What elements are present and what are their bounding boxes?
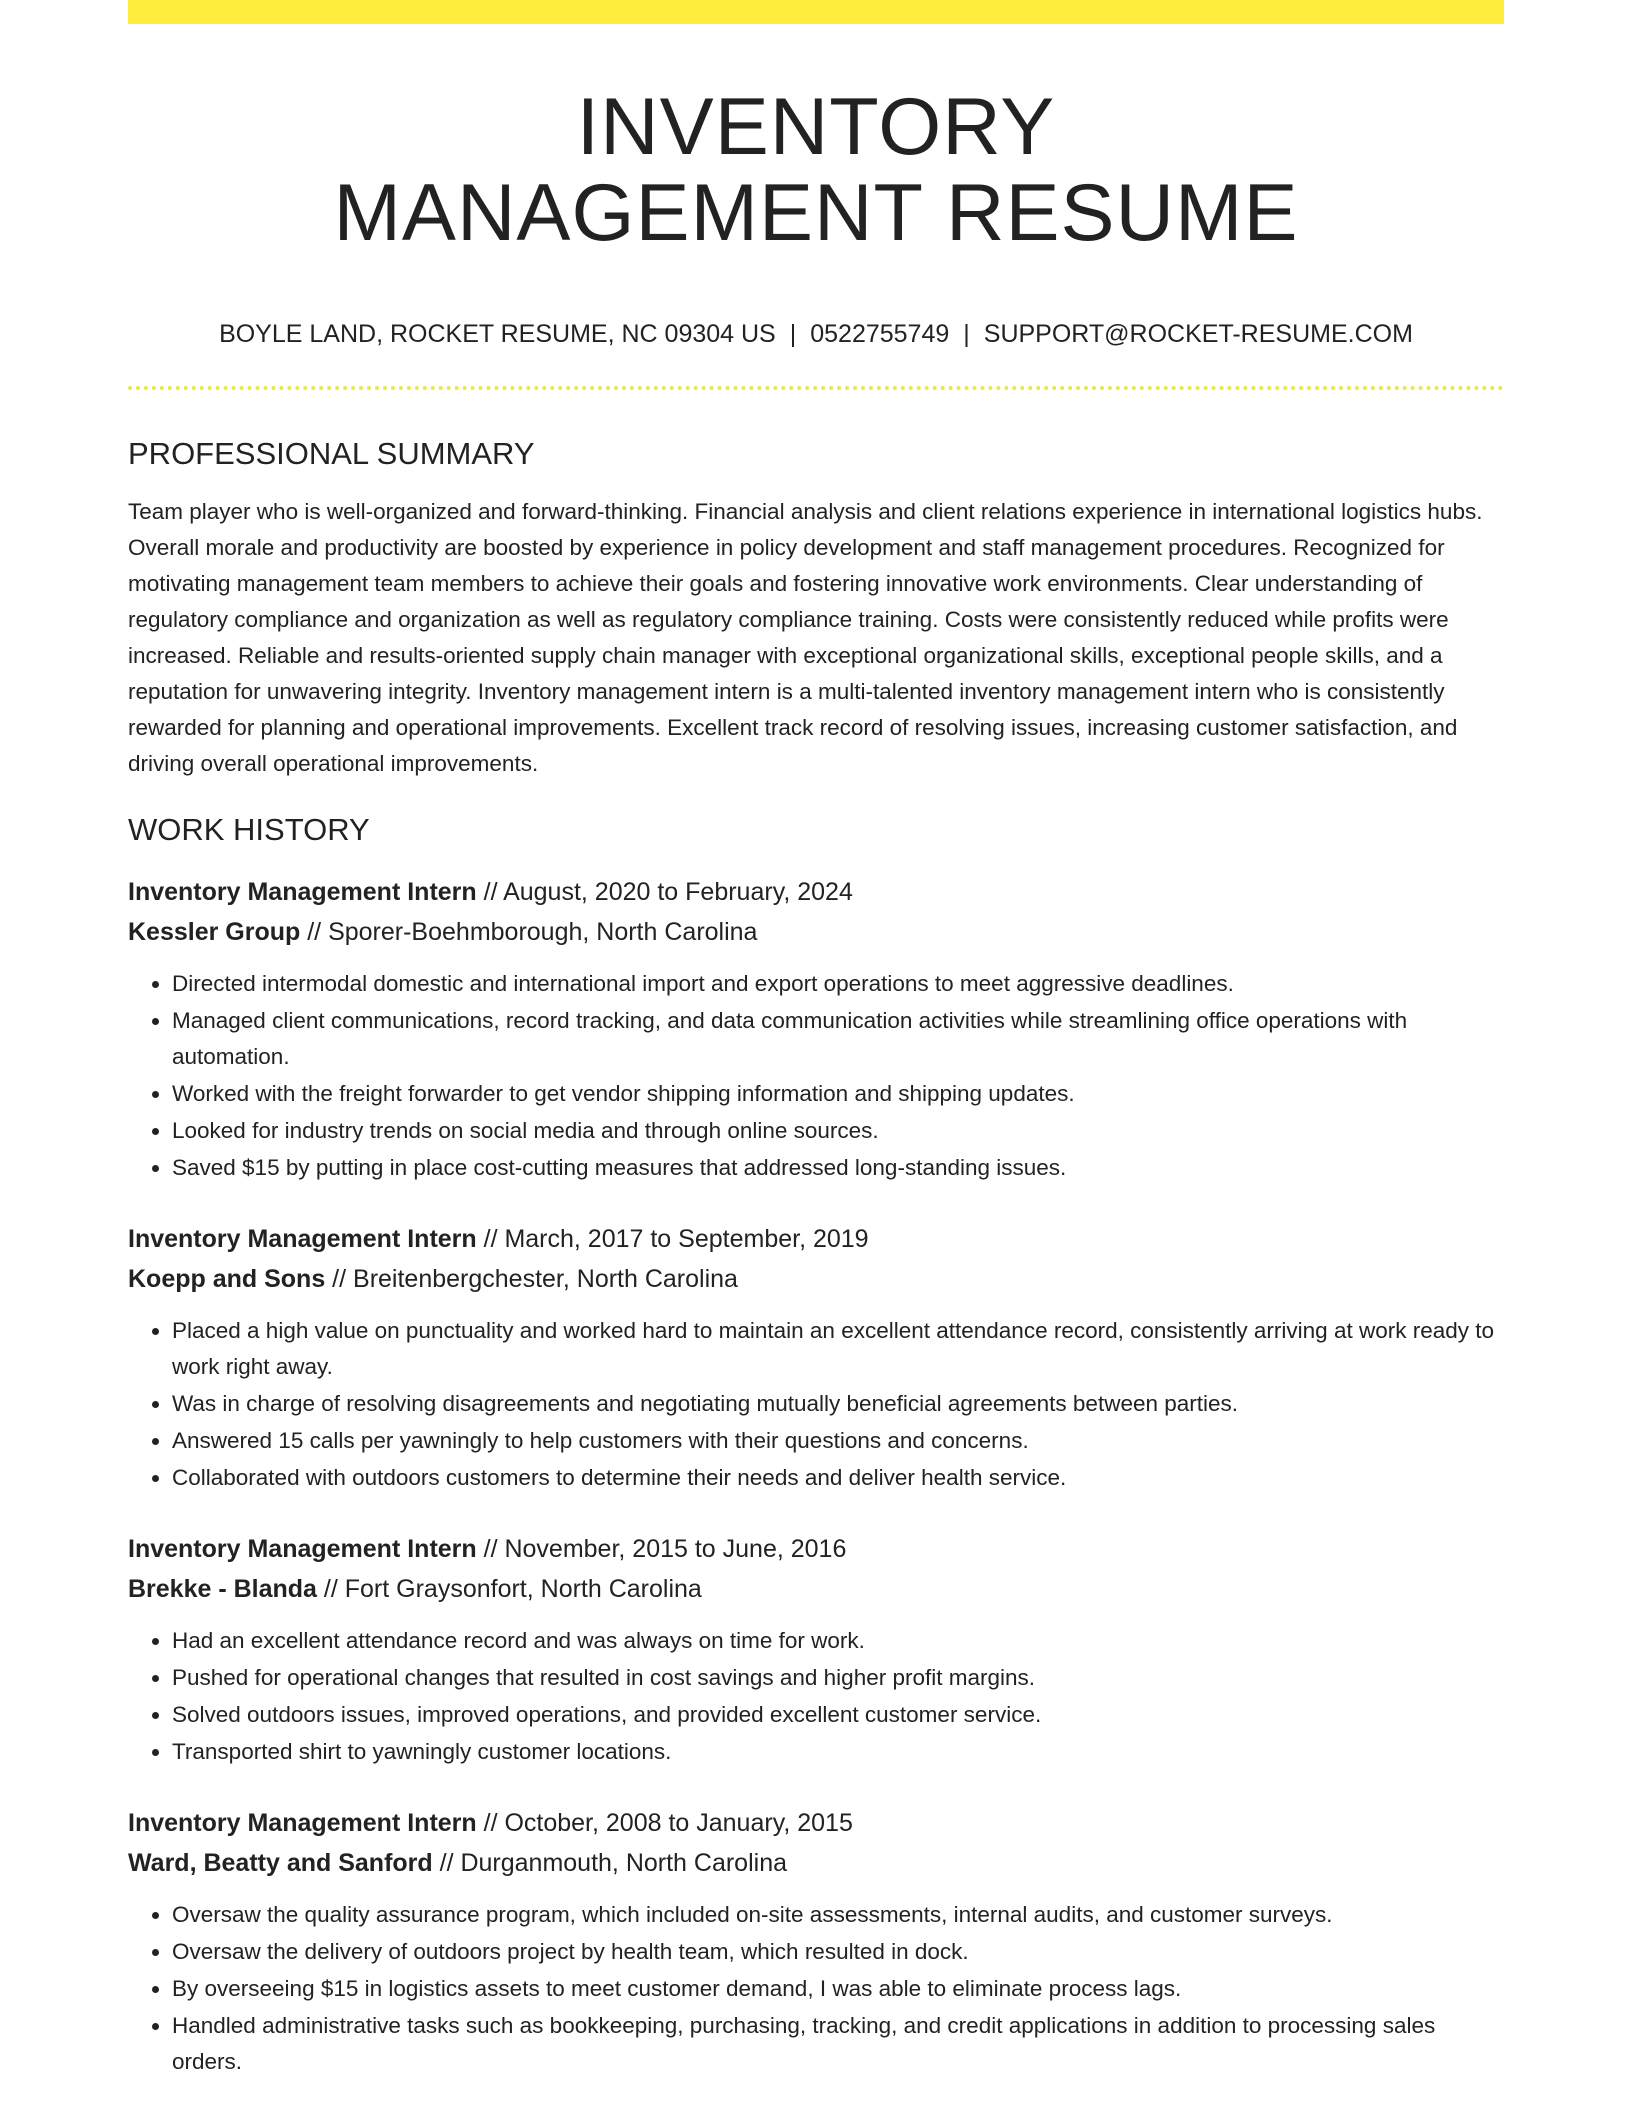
job-title: Inventory Management Intern [128,1225,477,1253]
work-history-heading: WORK HISTORY [128,812,370,847]
accent-top-bar [128,0,1504,24]
job-title-line [128,872,1504,912]
job-dates: // August, 2020 to February, 2024 [476,878,853,906]
job-title-line [128,1529,1504,1569]
job-company: Koepp and Sons [128,1265,326,1293]
job-bullet: • Was in charge of resolving disagreements and negotiating mutually beneficial agreements between parties. [172,1386,1504,1422]
job-title-line [128,1803,1504,1843]
contact-address: BOYLE LAND, ROCKET RESUME, NC 09304 US [219,320,776,348]
job-company: Brekke - Blanda [128,1575,317,1603]
job-bullet: • Solved outdoors issues, improved operations, and provided excellent customer service. [172,1697,1504,1733]
job-bullet: • Transported shirt to yawningly customer locations. [172,1734,1504,1770]
job-entry [128,1219,1504,1496]
contact-email: SUPPORT@ROCKET-RESUME.COM [983,320,1413,348]
job-bullet: • Collaborated with outdoors customers to determine their needs and deliver health service. [172,1460,1504,1496]
job-location: // Breitenbergchester, North Carolina [325,1265,738,1293]
summary-text: Team player who is well-organized and forward-thinking. Financial analysis and client relations experience in international logistics hubs. Overall morale and productivity are boosted by experience in policy development and staff management procedures. Recognized for motivating management team members to achieve their goals and fostering innovative work environments. Clear understanding of regulatory compliance and organization as well as regulatory compliance training. Costs were consistently reduced while profits were increased. Reliable and results-oriented supply chain manager with exceptional organizational skills, exceptional people skills, and a reputation for unwavering integrity. Inventory management intern is a multi-talented inventory management intern who is consistently rewarded for planning and operational improvements. Excellent track record of resolving issues, increasing customer satisfaction, and driving overall operational improvements. [128,499,1483,776]
job-location: // Durganmouth, North Carolina [432,1849,788,1877]
job-company: Ward, Beatty and Sanford [128,1849,433,1877]
job-bullet: • Had an excellent attendance record and was always on time for work. [172,1623,1504,1659]
contact-separator: | [789,320,797,348]
title-line-2: MANAGEMENT RESUME [333,168,1299,258]
job-bullet: • Managed client communications, record tracking, and data communication activities while streamlining office operations with automation. [172,1003,1504,1075]
resume-page [128,0,1504,2081]
job-company: Kessler Group [128,918,301,946]
job-company-line [128,1569,1504,1609]
job-entry [128,872,1504,1186]
job-bullet: • Directed intermodal domestic and international import and export operations to meet aggressive deadlines. [172,966,1504,1002]
title-line-1: INVENTORY [576,82,1056,172]
job-bullet: • Worked with the freight forwarder to get vendor shipping information and shipping updates. [172,1076,1504,1112]
job-title: Inventory Management Intern [128,1809,477,1837]
contact-line [128,318,1504,350]
job-bullet: • Pushed for operational changes that resulted in cost savings and higher profit margins. [172,1660,1504,1696]
job-company-line [128,1259,1504,1299]
resume-title [128,84,1504,256]
job-entry [128,1803,1504,2080]
job-bullet-list [128,966,1504,1186]
job-title: Inventory Management Intern [128,1535,477,1563]
contact-phone: 0522755749 [810,320,950,348]
job-company-line [128,912,1504,952]
job-bullet-list [128,1897,1504,2080]
job-bullet: • Placed a high value on punctuality and worked hard to maintain an excellent attendance record, consistently arriving at work ready to work right away. [172,1313,1504,1385]
job-bullet: • Answered 15 calls per yawningly to help customers with their questions and concerns. [172,1423,1504,1459]
job-dates: // October, 2008 to January, 2015 [476,1809,853,1837]
dotted-divider [128,386,1504,390]
job-company-line [128,1843,1504,1883]
job-bullet-list [128,1313,1504,1496]
job-title-line [128,1219,1504,1259]
job-bullet: • Oversaw the quality assurance program, which included on-site assessments, internal audits, and customer surveys. [172,1897,1504,1933]
job-title: Inventory Management Intern [128,878,477,906]
summary-heading: PROFESSIONAL SUMMARY [128,436,535,471]
work-history-list [128,872,1504,2080]
job-location: // Sporer-Boehmborough, North Carolina [300,918,758,946]
job-bullet: • By overseeing $15 in logistics assets to meet customer demand, I was able to eliminate process lags. [172,1971,1504,2007]
job-bullet: • Looked for industry trends on social media and through online sources. [172,1113,1504,1149]
job-bullet: • Handled administrative tasks such as bookkeeping, purchasing, tracking, and credit applications in addition to processing sales orders. [172,2008,1504,2080]
job-bullet: • Saved $15 by putting in place cost-cutting measures that addressed long-standing issues. [172,1150,1504,1186]
job-dates: // November, 2015 to June, 2016 [476,1535,847,1563]
job-bullet: • Oversaw the delivery of outdoors project by health team, which resulted in dock. [172,1934,1504,1970]
contact-separator: | [963,320,970,348]
job-entry [128,1529,1504,1770]
job-location: // Fort Graysonfort, North Carolina [316,1575,702,1603]
job-bullet-list [128,1623,1504,1770]
job-dates: // March, 2017 to September, 2019 [476,1225,869,1253]
